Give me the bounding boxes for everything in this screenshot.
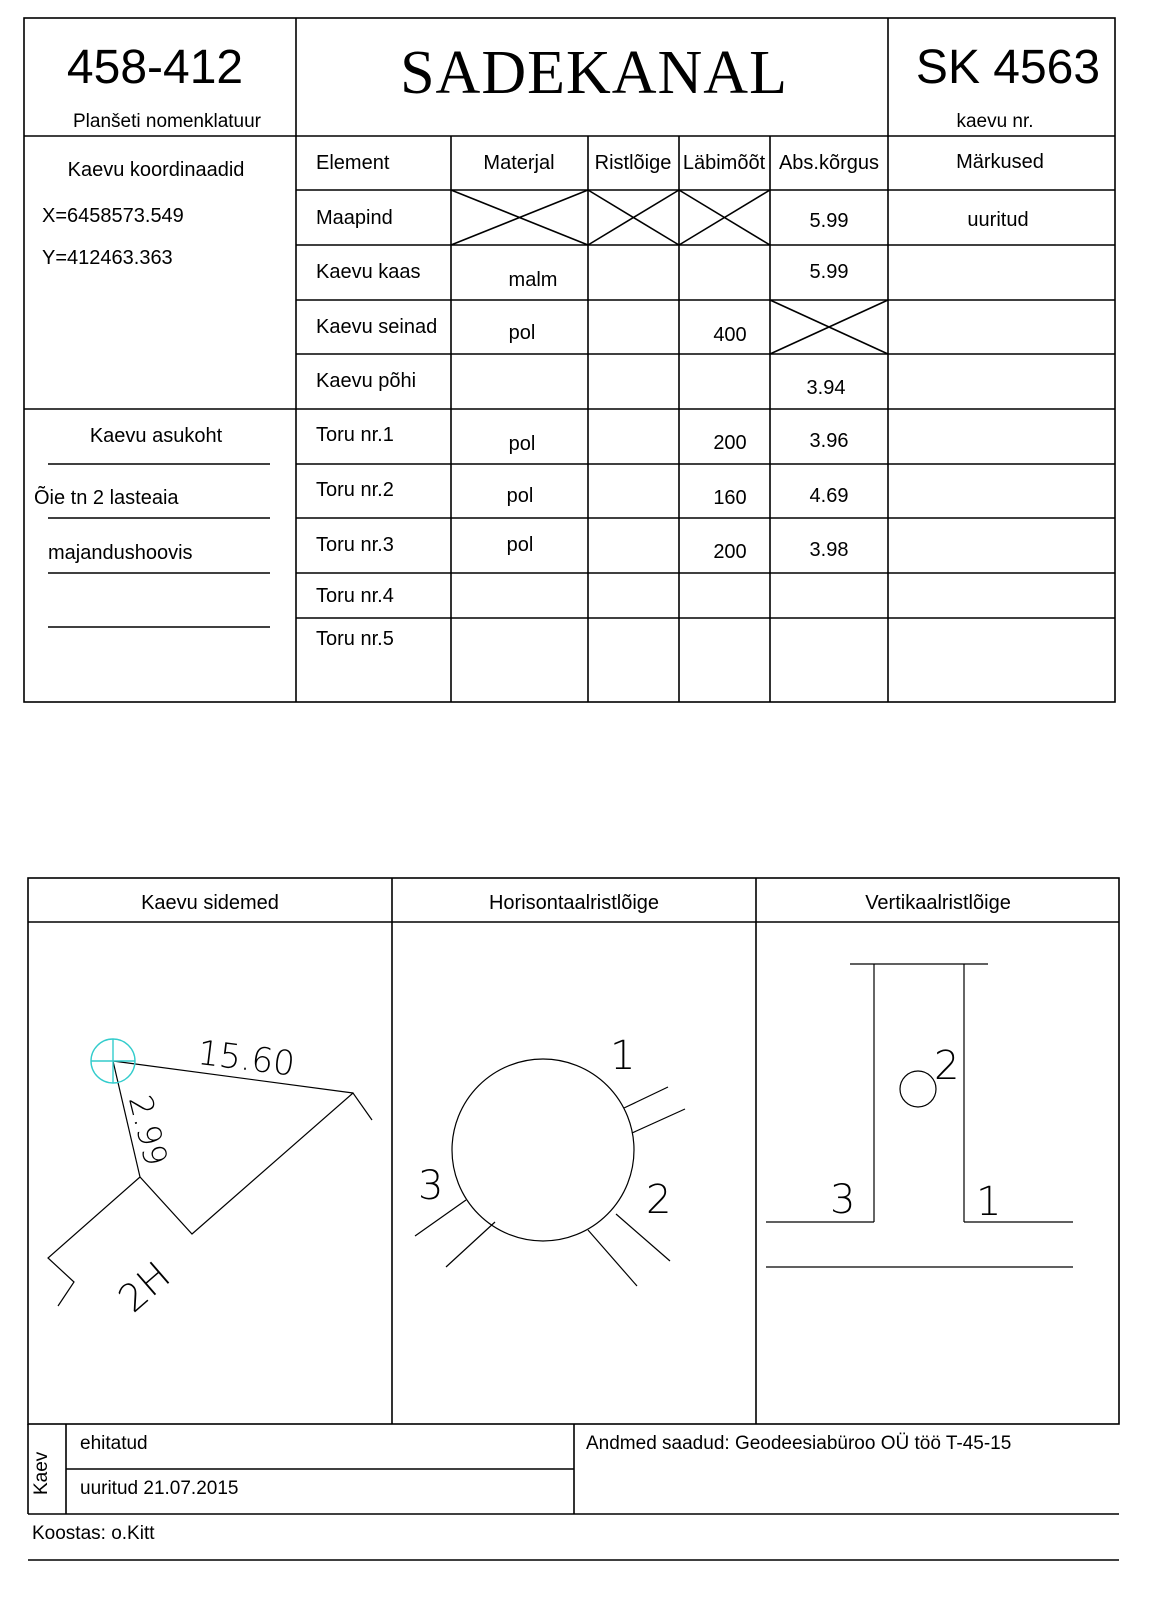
vertical-pipe-label-3: 3 — [830, 1177, 856, 1223]
col-header-notes: Märkused — [956, 151, 1044, 173]
col-header-diameter: Läbimõõt — [682, 152, 766, 174]
dimension-label-15-60: 15.60 — [195, 1033, 297, 1085]
coord-y: Y=412463.363 — [42, 247, 173, 269]
footer-author: Koostas: o.Kitt — [32, 1523, 155, 1544]
page-title: SADEKANAL — [400, 39, 788, 107]
col-header-material: Materjal — [483, 152, 555, 174]
table-cell-material: pol — [506, 485, 534, 507]
well-label: kaevu nr. — [956, 111, 1034, 132]
well-number: SK 4563 — [915, 41, 1101, 94]
table-row-element: Toru nr.4 — [316, 585, 394, 607]
table-row-element: Kaevu põhi — [316, 370, 417, 392]
footer-source: Andmed saadud: Geodeesiabüroo OÜ töö T-45-15 — [586, 1433, 1012, 1454]
table-cell-diameter: 400 — [713, 324, 747, 346]
table-cell-height: 3.98 — [809, 539, 849, 561]
links-panel-title: Kaevu sidemed — [141, 892, 279, 914]
pipe-2-circle — [900, 1071, 936, 1107]
table-cell-material: pol — [506, 534, 534, 556]
location-line-1: Õie tn 2 lasteaia — [34, 487, 179, 509]
footer-side-label: Kaev — [31, 1451, 52, 1495]
table-cell-material: pol — [508, 322, 536, 344]
table-row-element: Maapind — [316, 207, 393, 229]
sheet-label: Planšeti nomenklatuur — [73, 111, 261, 132]
vertical-panel-title: Vertikaalristlõige — [865, 892, 1011, 914]
table-cell-height: 5.99 — [809, 210, 849, 232]
table-cell-diameter: 160 — [713, 487, 747, 509]
pipe-label-1: 1 — [610, 1033, 636, 1079]
table-cell-height: 5.99 — [809, 261, 849, 283]
col-header-section: Ristlõige — [594, 152, 672, 174]
horizontal-section-sketch — [415, 1059, 685, 1286]
vertical-pipe-label-1: 1 — [976, 1179, 1002, 1225]
coords-heading: Kaevu koordinaadid — [67, 159, 245, 181]
vertical-pipe-label-2: 2 — [934, 1043, 960, 1089]
pipe-label-3: 3 — [418, 1163, 444, 1209]
table-row-element: Toru nr.5 — [316, 628, 394, 650]
table-cell-diameter: 200 — [713, 541, 747, 563]
table-cell-height: 3.96 — [809, 430, 849, 452]
pipe-label-2: 2 — [646, 1177, 672, 1223]
table-cell-height: 3.94 — [806, 377, 846, 399]
sketch-frame — [28, 878, 1119, 1424]
table-cell-diameter: 200 — [713, 432, 747, 454]
survey-marker-icon — [91, 1039, 135, 1083]
sheet-number: 458-412 — [66, 41, 244, 94]
links-sketch — [48, 1061, 372, 1306]
col-header-height: Abs.kõrgus — [778, 152, 880, 174]
table-cell-notes: uuritud — [967, 209, 1029, 231]
coord-x: X=6458573.549 — [42, 205, 184, 227]
table-row-element: Toru nr.3 — [316, 534, 394, 556]
table-cell-material: pol — [508, 433, 536, 455]
footer-surveyed: uuritud 21.07.2015 — [80, 1478, 239, 1499]
table-cell-material: malm — [508, 269, 558, 291]
horizontal-panel-title: Horisontaalristlõige — [488, 892, 660, 914]
table-cell-height: 4.69 — [809, 485, 849, 507]
well-circle — [452, 1059, 634, 1241]
footer-built: ehitatud — [80, 1433, 148, 1454]
building-label: 2H — [110, 1253, 179, 1321]
table-row-element: Kaevu kaas — [316, 261, 421, 283]
location-heading: Kaevu asukoht — [89, 425, 223, 447]
col-header-element: Element — [316, 152, 390, 174]
table-row-element: Toru nr.2 — [316, 479, 394, 501]
table-row-element: Kaevu seinad — [316, 316, 438, 338]
table-row-element: Toru nr.1 — [316, 424, 394, 446]
vertical-section-sketch — [766, 964, 1073, 1267]
location-line-2: majandushoovis — [48, 542, 193, 564]
dimension-label-2-99: 2.99 — [121, 1091, 176, 1170]
